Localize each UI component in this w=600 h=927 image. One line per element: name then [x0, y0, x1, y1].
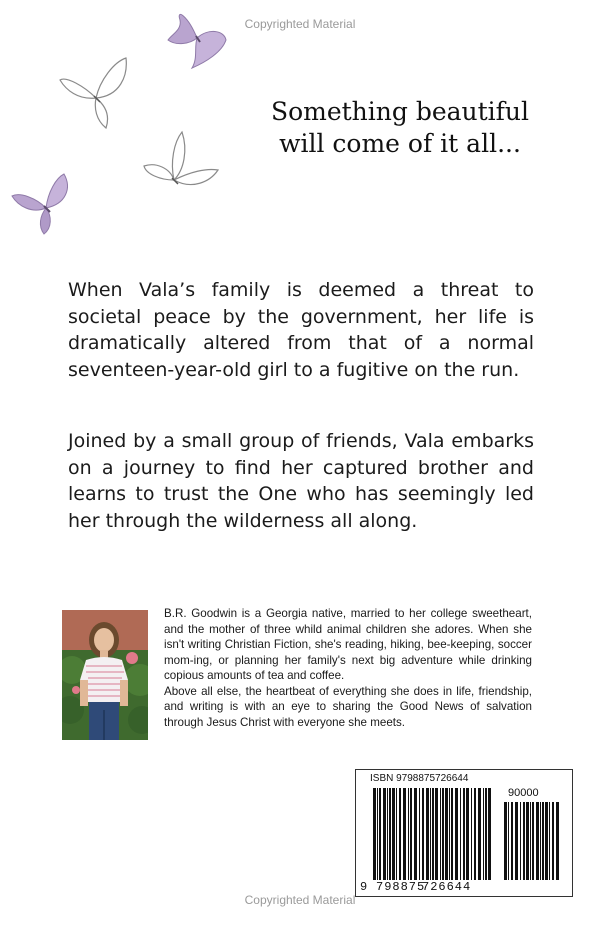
barcode-bar — [442, 788, 444, 880]
barcode-digits-left: 798875 — [376, 880, 426, 894]
barcode-bar — [485, 788, 487, 880]
barcode-bar — [449, 788, 450, 880]
barcode-bar — [377, 788, 378, 880]
barcode-bar — [508, 802, 509, 880]
white-butterfly-icon — [140, 128, 222, 204]
tagline-line-1: Something beautiful — [270, 97, 530, 126]
barcode-bar — [523, 802, 525, 880]
barcode-bar — [419, 788, 420, 880]
author-bio — [164, 606, 532, 730]
barcode-bar — [552, 802, 554, 880]
barcode-bar — [408, 788, 409, 880]
white-butterfly-icon — [56, 56, 132, 132]
barcode-bar — [549, 802, 550, 880]
isbn-label: ISBN 9798875726644 — [370, 773, 469, 784]
barcode-digits-right: 726644 — [422, 880, 472, 894]
barcode-bar — [542, 802, 544, 880]
barcode-bar — [403, 788, 406, 880]
synopsis-paragraph-1: When Vala’s family is deemed a threat to societal peace by the government, her life is dramatically altered from that of a normal seventeen-year-old girl to a fugitive on the run. — [68, 279, 534, 381]
barcode-bar — [387, 788, 388, 880]
barcode-bar — [532, 802, 534, 880]
barcode-bar — [511, 802, 513, 880]
barcode-bars — [356, 770, 574, 898]
isbn-barcode — [355, 769, 573, 897]
barcode-bar — [540, 802, 541, 880]
barcode-bar — [414, 788, 417, 880]
purple-butterfly-icon — [10, 172, 78, 236]
barcode-bar — [392, 788, 395, 880]
barcode-bar — [520, 802, 521, 880]
barcode-bar — [445, 788, 448, 880]
barcode-bar — [396, 788, 397, 880]
barcode-bar — [471, 788, 472, 880]
copyright-watermark-top: Copyrighted Material — [244, 17, 356, 31]
barcode-bar — [526, 802, 529, 880]
barcode-bar — [474, 788, 476, 880]
tagline — [230, 96, 570, 160]
barcode-bar — [536, 802, 539, 880]
barcode-bar — [488, 788, 491, 880]
barcode-bar — [466, 788, 469, 880]
price-code: 90000 — [508, 787, 539, 799]
barcode-bar — [410, 788, 412, 880]
purple-butterfly-icon — [162, 6, 232, 72]
barcode-digit-first: 9 — [360, 880, 369, 894]
barcode-bar — [379, 788, 381, 880]
barcode-bar — [373, 788, 376, 880]
barcode-bar — [383, 788, 386, 880]
barcode-bar — [399, 788, 401, 880]
barcode-bar — [422, 788, 424, 880]
author-bio-paragraph-2: Above all else, the heartbeat of everything she does in life, friendship, and writing is with an eye to sharing the Good News of salvation through Jesus Christ with everyone she meets. — [164, 684, 532, 729]
barcode-bar — [455, 788, 458, 880]
synopsis-paragraph-2: Joined by a small group of friends, Vala embarks on a journey to find her captured brother and learns to trust the One who has seemingly led her through the wilderness all along. — [68, 430, 534, 532]
barcode-bar — [432, 788, 434, 880]
barcode-bar — [556, 802, 559, 880]
barcode-bar — [389, 788, 391, 880]
barcode-bar — [545, 802, 548, 880]
barcode-bar — [504, 802, 507, 880]
barcode-bar — [515, 802, 518, 880]
barcode-bar — [440, 788, 441, 880]
author-bio-paragraph-1: B.R. Goodwin is a Georgia native, married to her college sweetheart, and the mother of three whild animal children she adores. When she isn't writing Christian Fiction, she's reading, hiking, bee-keeping, soccer mom-ing, or planning her family's next big adventure while drinking copious amounts of tea and coffee. — [164, 607, 532, 682]
barcode-bar — [426, 788, 429, 880]
author-photo — [62, 610, 148, 740]
barcode-bar — [460, 788, 461, 880]
tagline-line-2: will come of it all... — [279, 129, 521, 158]
barcode-bar — [530, 802, 531, 880]
barcode-bar — [463, 788, 465, 880]
barcode-bar — [483, 788, 484, 880]
copyright-watermark-bottom: Copyrighted Material — [244, 893, 356, 907]
barcode-bar — [430, 788, 431, 880]
barcode-bar — [478, 788, 481, 880]
barcode-bar — [451, 788, 453, 880]
barcode-bar — [435, 788, 438, 880]
